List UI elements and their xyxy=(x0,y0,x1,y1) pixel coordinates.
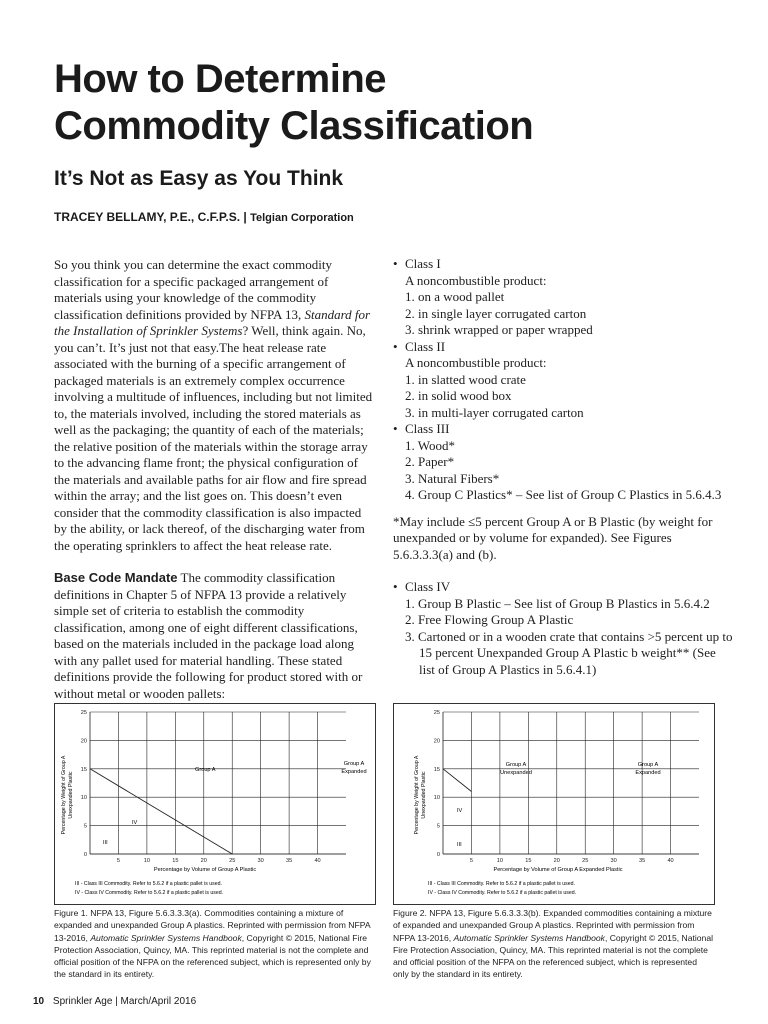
legend-iv: IV - Class IV Commodity. Refer to 5.6.2 if a plastic pallet is used. xyxy=(75,890,224,896)
base-code-paragraph xyxy=(54,570,374,702)
class-note: *May include ≤5 percent Group A or B Plastic (by weight for unexpanded or by volume for expanded). See Figures 5.6.3.3.3(a) and (b). xyxy=(393,513,713,562)
figure-1 xyxy=(54,703,376,905)
section-heading: Base Code Mandate xyxy=(54,570,178,585)
region-expanded-2: Expanded xyxy=(341,769,367,775)
class-iii-item: 3. Natural Fibers* xyxy=(405,470,500,486)
class-i-label: Class I xyxy=(405,256,441,271)
page-number: 10 xyxy=(33,996,45,1007)
chart-boundary xyxy=(443,769,471,792)
bullet: • xyxy=(393,256,398,271)
y-axis-label-2: Unexpanded Plastic xyxy=(68,771,74,819)
y-tick-label: 15 xyxy=(433,766,440,773)
x-tick-label: 40 xyxy=(667,858,674,864)
class-iv-label: Class IV xyxy=(405,579,451,594)
class-ii-item: 3. in multi-layer corrugated carton xyxy=(405,404,584,420)
class-ii-desc: A noncombustible product: xyxy=(405,355,547,370)
region-iii: III xyxy=(103,840,108,846)
region-expanded-1: Group A xyxy=(637,762,659,768)
y-tick-label: 0 xyxy=(436,852,440,858)
class-i-item: 3. shrink wrapped or paper wrapped xyxy=(405,322,593,337)
y-tick-label: 0 xyxy=(83,852,87,858)
region-expanded-2: Expanded xyxy=(635,770,661,776)
x-tick-label: 10 xyxy=(143,858,151,864)
x-tick-label: 5 xyxy=(116,858,121,864)
y-axis-label-2: Unexpanded Plastic xyxy=(421,771,427,819)
class-iv-item: 1. Group B Plastic – See list of Group B Plastics in 5.6.4.2 xyxy=(405,595,710,611)
class-boundary-line xyxy=(443,769,471,792)
bullet: • xyxy=(393,338,398,354)
x-tick-label: 10 xyxy=(496,858,504,864)
article-subtitle: It’s Not as Easy as You Think xyxy=(54,167,344,190)
publication-info: Sprinkler Age | March/April 2016 xyxy=(52,996,197,1007)
x-tick-label: 40 xyxy=(314,858,321,864)
class-iii-item: 4. Group C Plastics* – See list of Group C Plastics in 5.6.4.3 xyxy=(405,487,722,502)
chart-ticks xyxy=(434,710,674,864)
legend-iii: III - Class III Commodity. Refer to 5.6.2 if a plastic pallet is used. xyxy=(75,881,222,887)
article-title-line1: How to Determine xyxy=(54,57,387,101)
y-tick-label: 5 xyxy=(83,823,87,830)
figure-2-caption xyxy=(393,907,715,981)
figure-1-caption xyxy=(54,907,376,981)
x-tick-label: 15 xyxy=(172,858,179,864)
y-axis-label-1: Percentage by Weight of Group A xyxy=(414,755,420,835)
x-tick-label: 5 xyxy=(469,858,474,864)
chart-grid xyxy=(90,712,346,854)
class-iv-item: 3. Cartoned or in a wooden crate that contains >5 percent up to 15 percent Unexpanded Group A Plastic b weight** (See list of Group A Plastics in 5.6.4.1) xyxy=(405,628,733,677)
class-iii-item: 1. Wood* xyxy=(405,437,455,453)
region-iii: III xyxy=(457,842,462,848)
article-title-line2: Commodity Classification xyxy=(54,104,534,148)
region-expanded-1: Group A xyxy=(343,761,365,767)
caption-text-b: , Copyright © 2015, National Fire Protection Association, Quincy, MA. This reprinted material is not the complete and official position of the NFPA on the referenced subject, which is represented only by the standard in its entirety. xyxy=(393,932,714,980)
intro-text-a: So you think you can determine the exact commodity classification for a specific packaged arrangement of materials using your knowledge of the commodity classification definitions provided by NFPA 13, xyxy=(54,257,332,322)
y-tick-label: 10 xyxy=(80,795,87,802)
byline xyxy=(54,210,354,224)
x-tick-label: 20 xyxy=(553,858,560,864)
x-tick-label: 30 xyxy=(610,858,617,864)
caption-text-b: , Copyright © 2015, National Fire Protection Association, Quincy, MA. This reprinted material is not the complete and official position of the NFPA on the referenced subject, which is represented only by the standard in its entirety. xyxy=(54,932,371,980)
intro-text-b: ? Well, think again. No, you can’t. It’s just not that easy.The heat release rate associated with the burning of a specific arrangement of packaged materials is an extremely complex occurrence involving a multitude of influences, including but not limited to, the materials involved, including the stored materials as well as the packaging; the quantity of each of the materials; the relative position of the materials within the storage array to the advancing flame front; the physical configuration of the materials and available paths for air flow and fire spread within the array; and the list goes on. This doesn’t even consider that the commodity classification is also impacted by the ability, or lack thereof, of the discharging water from the operating sprinklers to affect the heat release rate. xyxy=(54,323,373,553)
class-i-item: 1. on a wood pallet xyxy=(405,289,505,304)
chart-boundary xyxy=(90,769,232,854)
class-i-desc: A noncombustible product: xyxy=(405,272,547,288)
class-ii-item: 2. in solid wood box xyxy=(405,388,512,403)
right-column xyxy=(393,256,733,678)
region-group-a: Group A xyxy=(195,767,216,773)
x-tick-label: 20 xyxy=(200,858,207,864)
intro-standard-title: Standard for the Installation of Sprinkler Systems xyxy=(54,306,371,338)
region-unexpanded-1: Group A xyxy=(505,762,527,768)
y-axis-label-1: Percentage by Weight of Group A xyxy=(61,755,67,835)
region-iv: IV xyxy=(457,808,463,814)
x-tick-label: 15 xyxy=(525,858,532,864)
region-unexpanded-2: Unexpanded xyxy=(500,770,532,776)
region-iv: IV xyxy=(132,820,138,826)
section-body: The commodity classification definitions in Chapter 5 of NFPA 13 provide a relatively simple set of criteria to establish the commodity classification, among one of eight different classifications, based on the materials included in the package load along with any pallet used for material handling. These stated definitions provide the following for product stored with or without metal or wooden pallets: xyxy=(54,570,363,701)
figure-1-chart xyxy=(55,704,375,904)
y-tick-label: 25 xyxy=(80,710,87,716)
intro-paragraph xyxy=(54,257,374,554)
caption-text-a: Figure 2. NFPA 13, Figure 5.6.3.3.3(b). Expanded commodities containing a mixture of expanded and unexpanded Group A plastics. Reprinted with permission from NFPA 13-2016, xyxy=(393,908,712,943)
left-column xyxy=(54,257,374,702)
x-tick-label: 30 xyxy=(257,858,264,864)
class-iii-label: Class III xyxy=(405,421,450,436)
y-tick-label: 20 xyxy=(80,738,87,745)
class-iii-block xyxy=(393,421,733,504)
class-ii-block xyxy=(393,339,733,422)
class-iv-item: 2. Free Flowing Group A Plastic xyxy=(405,612,574,627)
caption-handbook-title: Automatic Sprinkler Systems Handbook xyxy=(90,932,242,943)
x-tick-label: 25 xyxy=(229,858,236,864)
x-tick-label: 35 xyxy=(285,858,293,864)
page-footer xyxy=(33,996,196,1007)
class-boundary-line xyxy=(90,769,232,854)
author-organization: Telgian Corporation xyxy=(250,212,354,224)
bullet: • xyxy=(393,421,398,436)
chart-grid xyxy=(443,712,699,854)
y-tick-label: 15 xyxy=(80,766,87,773)
author-name: TRACEY BELLAMY, P.E., C.F.P.S. | xyxy=(54,210,247,224)
caption-handbook-title: Automatic Sprinkler Systems Handbook xyxy=(453,932,605,943)
class-iv-block xyxy=(393,579,733,678)
legend-iii: III - Class III Commodity. Refer to 5.6.2 if a plastic pallet is used. xyxy=(428,881,575,887)
figure-2 xyxy=(393,703,715,905)
figure-2-chart xyxy=(394,704,714,904)
y-tick-label: 25 xyxy=(433,710,440,716)
x-tick-label: 25 xyxy=(582,858,589,864)
class-i-item: 2. in single layer corrugated carton xyxy=(405,305,587,321)
y-tick-label: 10 xyxy=(433,795,440,802)
class-ii-label: Class II xyxy=(405,338,446,354)
y-tick-label: 20 xyxy=(433,738,440,745)
x-axis-label: Percentage by Volume of Group A Plastic xyxy=(153,867,257,873)
chart-ticks xyxy=(81,710,321,864)
class-ii-item: 1. in slatted wood crate xyxy=(405,371,526,387)
bullet: • xyxy=(393,579,398,594)
x-axis-label: Percentage by Volume of Group A Expanded Plastic xyxy=(493,867,623,873)
class-i-block xyxy=(393,256,733,339)
caption-text-a: Figure 1. NFPA 13, Figure 5.6.3.3.3(a). Commodities containing a mixture of expanded and unexpanded Group A plastics. Reprinted with permission from NFPA 13-2016, xyxy=(54,908,371,943)
x-tick-label: 35 xyxy=(638,858,646,864)
y-tick-label: 5 xyxy=(436,823,440,830)
class-iii-item: 2. Paper* xyxy=(405,454,455,469)
article-title xyxy=(54,56,734,150)
legend-iv: IV - Class IV Commodity. Refer to 5.6.2 if a plastic pallet is used. xyxy=(428,890,577,896)
